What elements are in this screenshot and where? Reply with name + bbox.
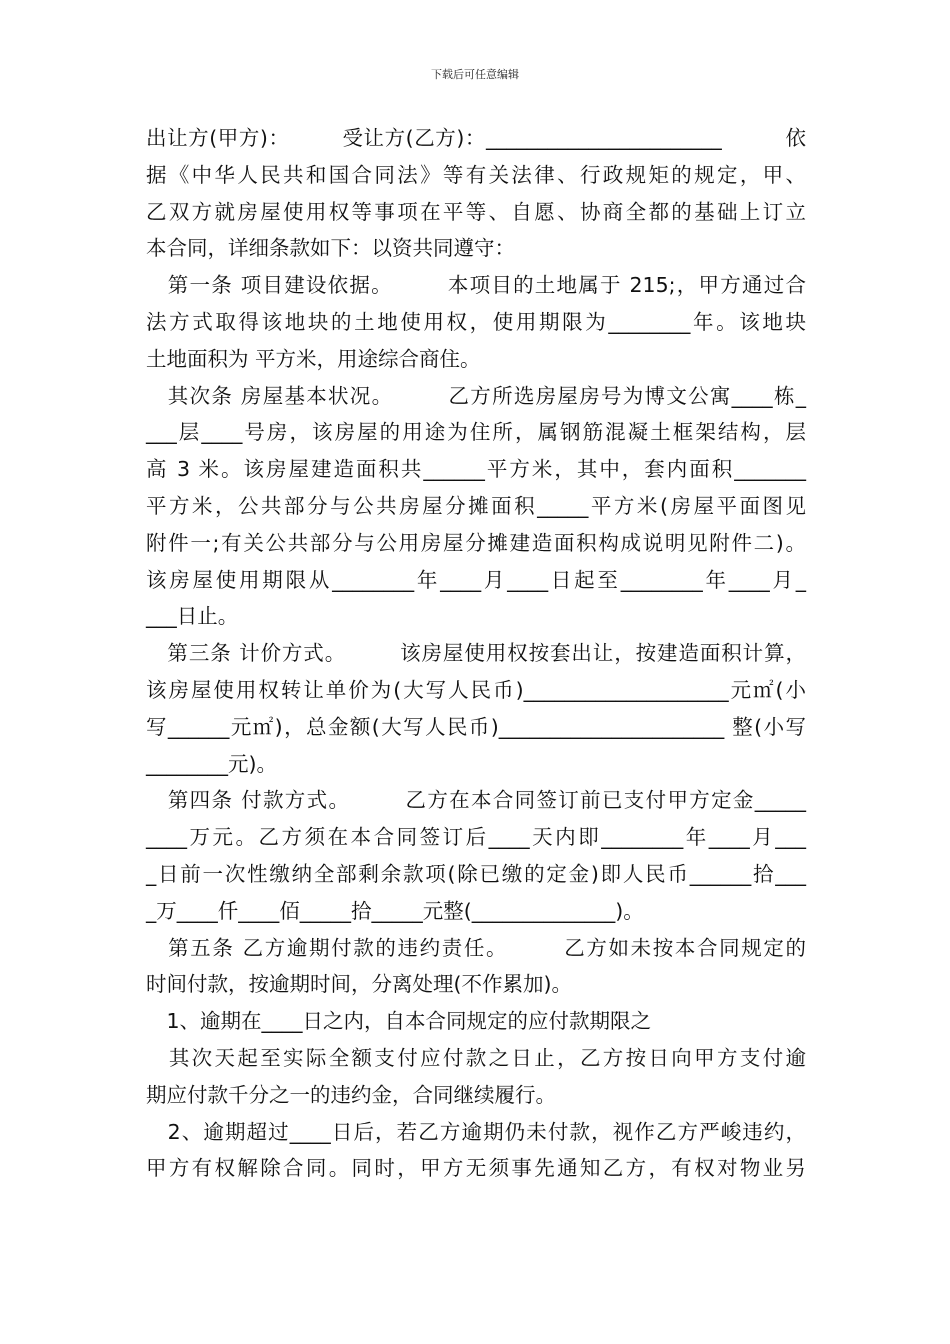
contract-line: 出让方(甲方)： 受让方(乙方)：_______________________ 依 [146, 126, 806, 150]
contract-line: ___日止。 [146, 604, 239, 629]
contract-line: 附件一;有关公共部分与公用房屋分摊建造面积构成说明见附件二)。 [146, 530, 806, 555]
contract-line: 期应付款千分之一的违约金，合同继续履行。 [146, 1082, 556, 1107]
contract-line: 第四条 付款方式。 乙方在本合同签订前已支付甲方定金_____ [146, 788, 806, 813]
contract-line: 乙双方就房屋使用权等事项在平等、自愿、协商全都的基础上订立 [146, 199, 806, 224]
contract-line: 第三条 计价方式。 该房屋使用权按套出让，按建造面积计算， [146, 641, 806, 666]
contract-line: ___层____号房，该房屋的用途为住所，属钢筋混凝土框架结构，层 [146, 420, 806, 445]
contract-line: 时间付款，按逾期时间，分离处理(不作累加)。 [146, 972, 572, 997]
contract-line: 土地面积为 平方米，用途综合商住。 [146, 346, 481, 371]
contract-line: 据《中华人民共和国合同法》等有关法律、行政规矩的规定，甲、 [146, 162, 806, 187]
contract-line: _日前一次性缴纳全部剩余款项(除已缴的定金)即人民币______拾___ [146, 861, 806, 886]
contract-line: 该房屋使用权转让单价为(大写人民币)____________________元㎡(小 [146, 677, 806, 702]
contract-line: 平方米，公共部分与公共房屋分摊面积_____平方米(房屋平面图见 [146, 493, 806, 518]
contract-line: _万____仟____佰_____拾_____元整(______________)。 [146, 898, 644, 923]
contract-body [146, 120, 806, 1187]
page-header-note: 下载后可任意编辑 [431, 68, 519, 81]
contract-line: 第五条 乙方逾期付款的违约责任。 乙方如未按本合同规定的 [146, 935, 806, 960]
contract-line: ____万元。乙方须在本合同签订后____天内即________年____月___ [146, 825, 806, 850]
contract-line: 其次条 房屋基本状况。 乙方所选房屋房号为博文公寓____栋_ [146, 383, 806, 408]
contract-line: 高 3 米。该房屋建造面积共______平方米，其中，套内面积_______ [146, 457, 806, 482]
contract-line: 2、逾期超过____日后，若乙方逾期仍未付款，视作乙方严峻违约， [146, 1119, 806, 1144]
contract-line: 本合同，详细条款如下：以资共同遵守： [146, 236, 515, 261]
contract-line: 其次天起至实际全额支付应付款之日止，乙方按日向甲方支付逾 [146, 1045, 806, 1070]
contract-line: 写______元㎡)，总金额(大写人民币)______________________ 整(小写 [146, 714, 806, 739]
contract-line: 甲方有权解除合同。同时，甲方无须事先通知乙方，有权对物业另 [146, 1156, 806, 1181]
contract-line: 法方式取得该地块的土地使用权，使用期限为________年。该地块 [146, 309, 806, 334]
contract-line: 该房屋使用期限从________年____月____日起至________年____月_ [146, 567, 806, 592]
contract-line: 1、逾期在____日之内，自本合同规定的应付款期限之 [146, 1009, 652, 1034]
contract-line: 第一条 项目建设依据。 本项目的土地属于 215;，甲方通过合 [146, 273, 806, 298]
contract-line: ________元)。 [146, 751, 277, 776]
